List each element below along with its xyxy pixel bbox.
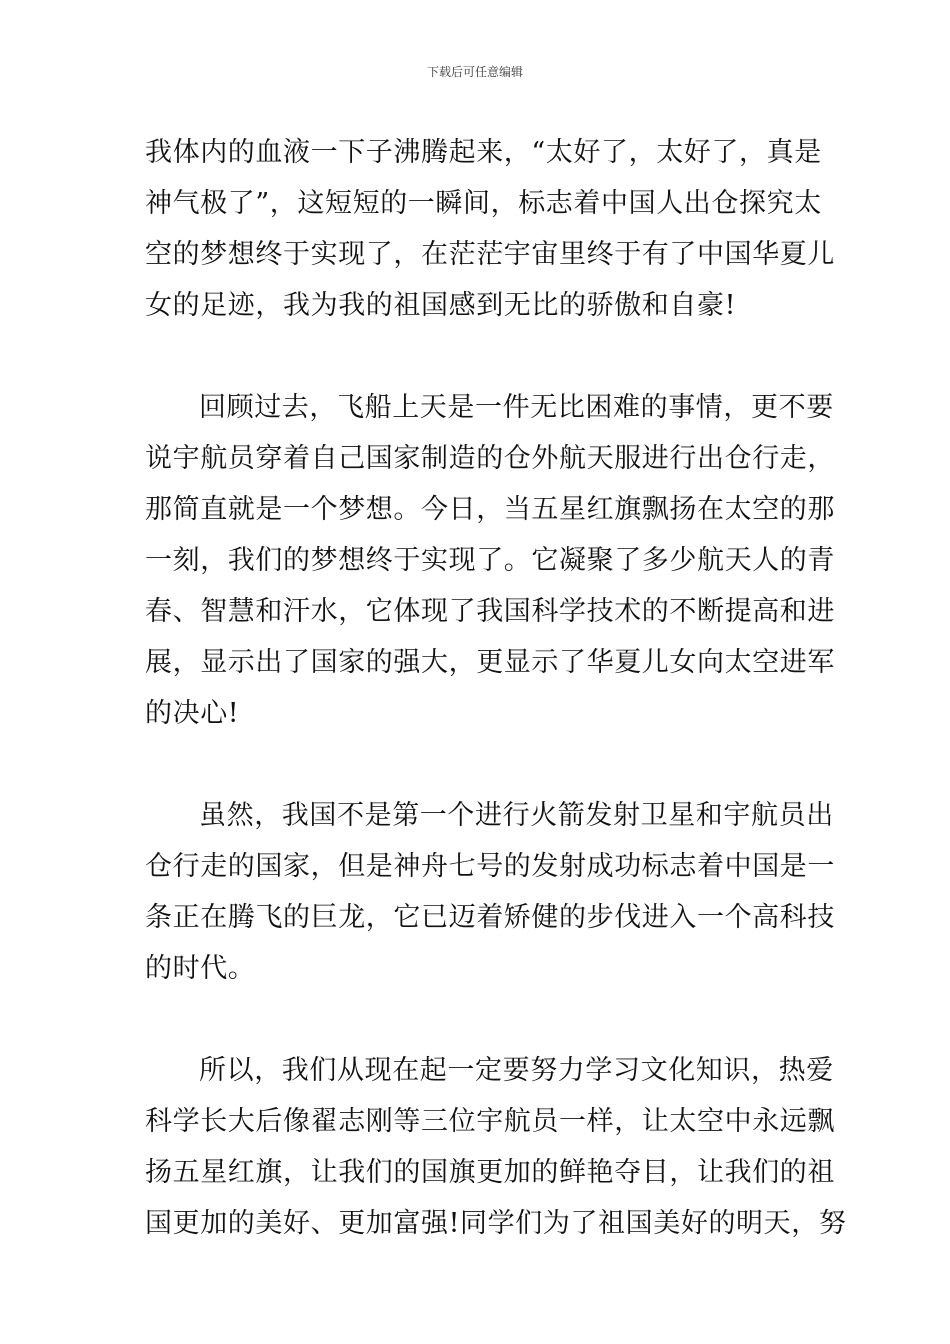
paragraph-2 [145,382,835,739]
paragraph-line: 说宇航员穿着自己国家制造的仓外航天服进行出仓行走， [145,443,835,474]
paragraph-line: 一刻，我们的梦想终于实现了。它凝聚了多少航天人的青 [145,545,835,576]
paragraph-line: 女的足迹，我为我的祖国感到无比的骄傲和自豪! [145,290,737,321]
paragraph-line: 国更加的美好、更加富强!同学们为了祖国美好的明天，努 [145,1208,847,1239]
paragraph-line: 条正在腾飞的巨龙，它已迈着矫健的步伐进入一个高科技 [145,902,835,933]
paragraph-line: 我体内的血液一下子沸腾起来，“太好了，太好了，真是 [145,137,822,168]
paragraph-3 [145,790,835,994]
paragraph-line: 的决心! [145,698,240,729]
paragraph-1 [145,127,835,331]
paragraph-line: 扬五星红旗，让我们的国旗更加的鲜艳夺目，让我们的祖 [145,1157,835,1188]
paragraph-spacer [145,331,805,382]
paragraph-line: 科学长大后像翟志刚等三位宇航员一样，让太空中永远飘 [145,1106,835,1137]
document-body [145,127,847,1249]
paragraph-4 [145,1045,847,1249]
paragraph-spacer [145,994,805,1045]
paragraph-line: 的时代。 [145,953,256,984]
paragraph-line: 仓行走的国家，但是神舟七号的发射成功标志着中国是一 [145,851,835,882]
paragraph-line: 回顾过去，飞船上天是一件无比困难的事情，更不要 [199,392,834,423]
paragraph-line: 那简直就是一个梦想。今日，当五星红旗飘扬在太空的那 [145,494,835,525]
page-header: 下载后可任意编辑 [426,65,523,79]
paragraph-line: 空的梦想终于实现了，在茫茫宇宙里终于有了中国华夏儿 [145,239,835,270]
paragraph-line: 所以，我们从现在起一定要努力学习文化知识，热爱 [199,1055,834,1086]
paragraph-line: 虽然，我国不是第一个进行火箭发射卫星和宇航员出 [199,800,834,831]
paragraph-line: 展，显示出了国家的强大，更显示了华夏儿女向太空进军 [145,647,835,678]
paragraph-line: 春、智慧和汗水，它体现了我国科学技术的不断提高和进 [145,596,835,627]
paragraph-spacer [145,739,805,790]
paragraph-line: 神气极了”，这短短的一瞬间，标志着中国人出仓探究太 [145,188,822,219]
